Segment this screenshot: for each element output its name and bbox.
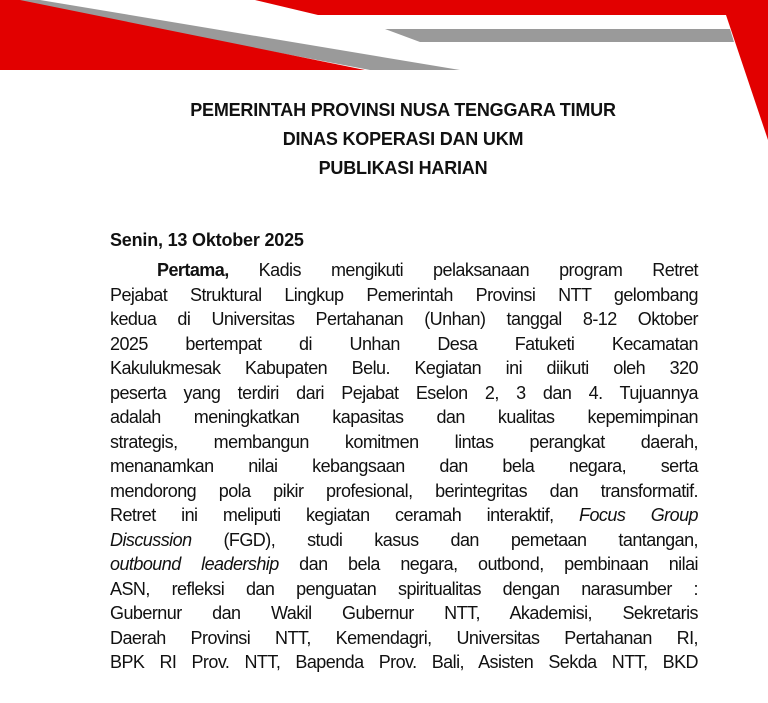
text-line: menanamkan nilai kebangsaan dan bela negara, serta	[110, 456, 698, 476]
text-line: outbound leadership dan bela negara, outbond, pembinaan nilai	[110, 554, 698, 574]
text-line: Daerah Provinsi NTT, Kemendagri, Universitas Pertahanan RI,	[110, 627, 698, 648]
text-line: Discussion (FGD), studi kasus dan pemetaan tantangan,	[110, 529, 698, 550]
text-line: adalah meningkatkan kapasitas dan kualitas kepemimpinan	[110, 407, 698, 427]
text-line: Gubernur dan Wakil Gubernur NTT, Akademisi, Sekretaris	[110, 603, 698, 623]
text-line: Retret ini meliputi kegiatan ceramah interaktif, Focus Group	[110, 505, 698, 525]
text-line: ASN, refleksi dan penguatan spiritualitas dengan narasumber :	[110, 578, 698, 599]
text-line: Kakulukmesak Kabupaten Belu. Kegiatan ini diikuti oleh 320	[110, 358, 698, 378]
text-line: BPK RI Prov. NTT, Bapenda Prov. Bali, Asisten Sekda NTT, BKD	[110, 652, 698, 672]
paragraph-lead: Pertama,	[157, 260, 229, 280]
header-line-agency: DINAS KOPERASI DAN UKM	[282, 129, 524, 149]
text-line: 2025 bertempat di Unhan Desa Fatuketi Kecamatan	[110, 333, 698, 354]
italic-term: outbound leadership	[110, 554, 279, 574]
gray-right-bar	[385, 29, 734, 42]
publication-date: Senin, 13 Oktober 2025	[110, 230, 304, 250]
paragraph-first	[110, 258, 698, 675]
text-line: peserta yang terdiri dari Pejabat Eselon 2, 3 dan 4. Tujuannya	[110, 382, 698, 403]
text-line: mendorong pola pikir profesional, berintegritas dan transformatif.	[110, 480, 698, 501]
text-line: strategis, membangun komitmen lintas perangkat daerah,	[110, 431, 698, 452]
text-line: Pejabat Struktural Lingkup Pemerintah Provinsi NTT gelombang	[110, 284, 698, 305]
header-line-government: PEMERINTAH PROVINSI NUSA TENGGARA TIMUR	[190, 100, 616, 120]
header-line-publication: PUBLIKASI HARIAN	[318, 158, 488, 178]
top-red-band	[255, 0, 768, 15]
text-line: Pertama, Kadis mengikuti pelaksanaan program Retret	[157, 260, 698, 280]
text-line: kedua di Universitas Pertahanan (Unhan) tanggal 8-12 Oktober	[110, 309, 698, 329]
italic-term: Focus Group	[579, 505, 698, 525]
italic-term: Discussion	[110, 529, 192, 550]
document-header	[0, 96, 768, 183]
